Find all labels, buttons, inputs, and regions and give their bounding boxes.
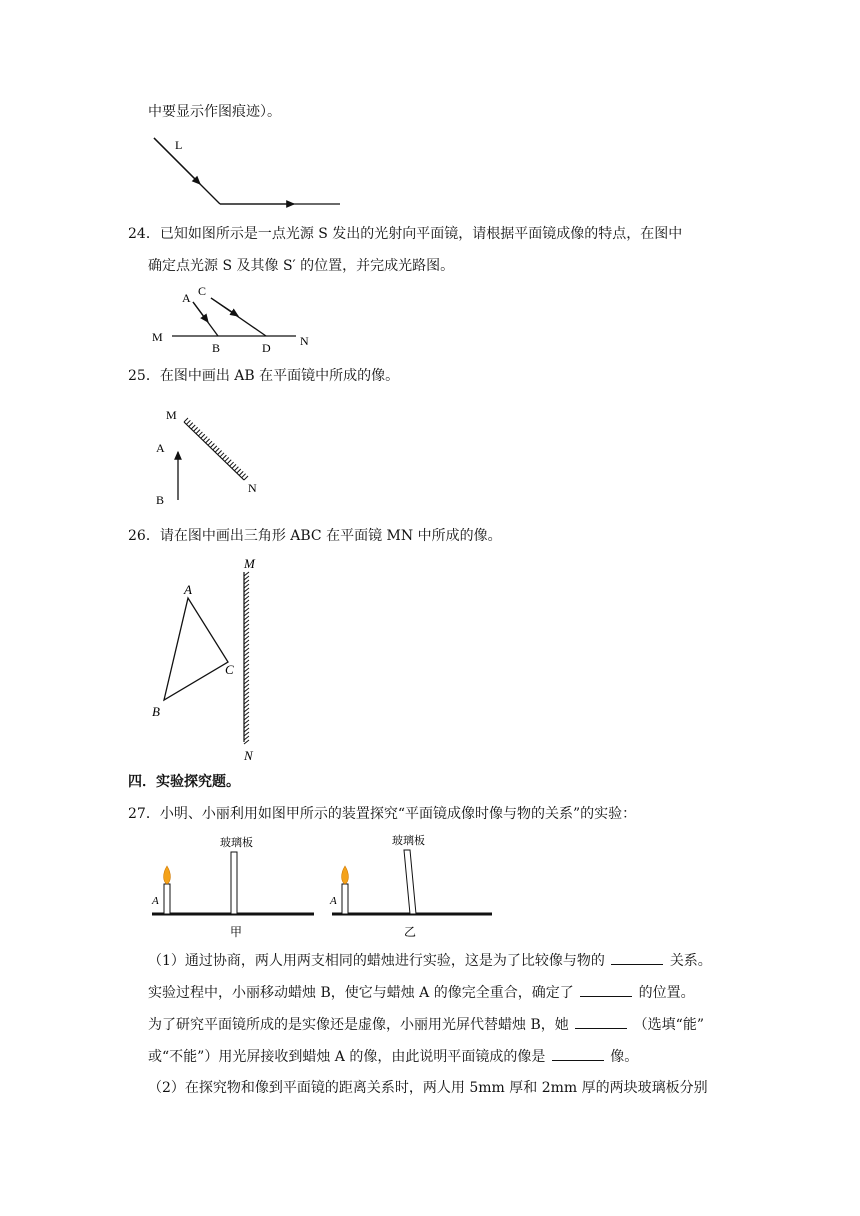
q25-text: 25．在图中画出 AB 在平面镜中所成的像。	[128, 368, 400, 384]
q27-p1-line4-end: 像。	[610, 1049, 639, 1065]
q27-p2-line1: （2）在探究物和像到平面镜的距离关系时，两人用 5mm 厚和 2mm 厚的两块玻璃板分别	[148, 1080, 708, 1096]
q27-flame-jia	[164, 866, 171, 884]
q27-candle-label-jia: A	[152, 895, 159, 907]
q27-figure-jia	[151, 835, 314, 939]
q26-label-M: M	[244, 556, 255, 571]
q27-p1-line2-end: 的位置。	[638, 985, 695, 1001]
q27-caption-jia: 甲	[230, 925, 243, 939]
q24-figure	[148, 280, 328, 356]
q26-label-A: A	[184, 582, 192, 597]
q27-glass-jia	[231, 852, 237, 914]
q26-label-C: C	[225, 662, 234, 677]
q26-figure	[148, 552, 278, 764]
q27-p1-line2-text: 实验过程中，小丽移动蜡烛 B，使它与蜡烛 A 的像完全重合，确定了	[148, 985, 574, 1001]
q24-label-D: D	[262, 341, 271, 355]
section-4-title: 四．实验探究题。	[128, 774, 240, 790]
q24-text-line1: 24．已知如图所示是一点光源 S 发出的光射向平面镜，请根据平面镜成像的特点，在图中	[128, 226, 683, 242]
q23-label-L: L	[175, 138, 183, 152]
q27-figure	[148, 828, 498, 940]
q27-p1-line1-text: （1）通过协商，两人用两支相同的蜡烛进行实验，这是为了比较像与物的	[148, 953, 605, 969]
q27-p1-line1	[148, 950, 712, 971]
q25-label-N: N	[248, 481, 257, 495]
q27-candle-label-yi: A	[330, 895, 337, 907]
q27-p1-line4	[148, 1046, 638, 1067]
q27-intro: 27．小明、小丽利用如图甲所示的装置探究“平面镜成像时像与物的关系”的实验：	[128, 806, 637, 822]
q25-label-A: A	[156, 441, 165, 455]
q24-label-C: C	[198, 284, 207, 298]
q26-label-N: N	[244, 748, 253, 763]
q26-triangle-ABC	[164, 598, 228, 700]
q27-p1-line3-text: 为了研究平面镜所成的是实像还是虚像，小丽用光屏代替蜡烛 B，她	[148, 1017, 569, 1033]
q27-glass-label-yi: 玻璃板	[392, 834, 425, 847]
q27-candle-yi	[342, 884, 348, 914]
q27-p1-line2	[148, 982, 695, 1003]
q27-p1-line3	[148, 1014, 704, 1035]
q24-label-N: N	[300, 334, 309, 348]
q26-label-B: B	[152, 704, 160, 719]
q27-glass-label-jia: 玻璃板	[220, 836, 253, 849]
q24-label-A: A	[182, 291, 191, 305]
q27-blank-4[interactable]	[552, 1046, 604, 1061]
q27-blank-2[interactable]	[580, 982, 632, 997]
q27-p1-line1-end: 关系。	[669, 953, 712, 969]
q27-blank-3[interactable]	[575, 1014, 627, 1029]
q23-text-tail: 中要显示作图痕迹）。	[148, 104, 281, 120]
q25-figure	[148, 402, 278, 508]
q24-label-B: B	[212, 341, 221, 355]
q24-ray-AB-arrow	[193, 302, 208, 322]
q27-candle-jia	[164, 884, 170, 914]
q27-figure-yi	[329, 833, 492, 939]
q25-mirror-MN	[184, 418, 248, 480]
q26-text: 26．请在图中画出三角形 ABC 在平面镜 MN 中所成的像。	[128, 528, 502, 544]
q24-label-M: M	[152, 330, 163, 344]
q27-p1-line3-end: （选填“能”	[633, 1017, 704, 1033]
q25-label-M: M	[166, 408, 177, 422]
q27-glass-yi	[404, 850, 416, 914]
q27-flame-yi	[342, 866, 349, 884]
q26-mirror-MN	[244, 572, 249, 744]
q27-p1-line4-text: 或“不能”）用光屏接收到蜡烛 A 的像，由此说明平面镜成的像是	[148, 1049, 546, 1065]
q27-caption-yi: 乙	[404, 925, 417, 939]
q23-figure	[148, 130, 348, 212]
q27-blank-1[interactable]	[611, 950, 663, 965]
q24-text-line2: 确定点光源 S 及其像 S′ 的位置，并完成光路图。	[148, 258, 455, 274]
q25-label-B: B	[156, 493, 165, 507]
q24-ray-CD-arrow	[211, 298, 238, 316]
